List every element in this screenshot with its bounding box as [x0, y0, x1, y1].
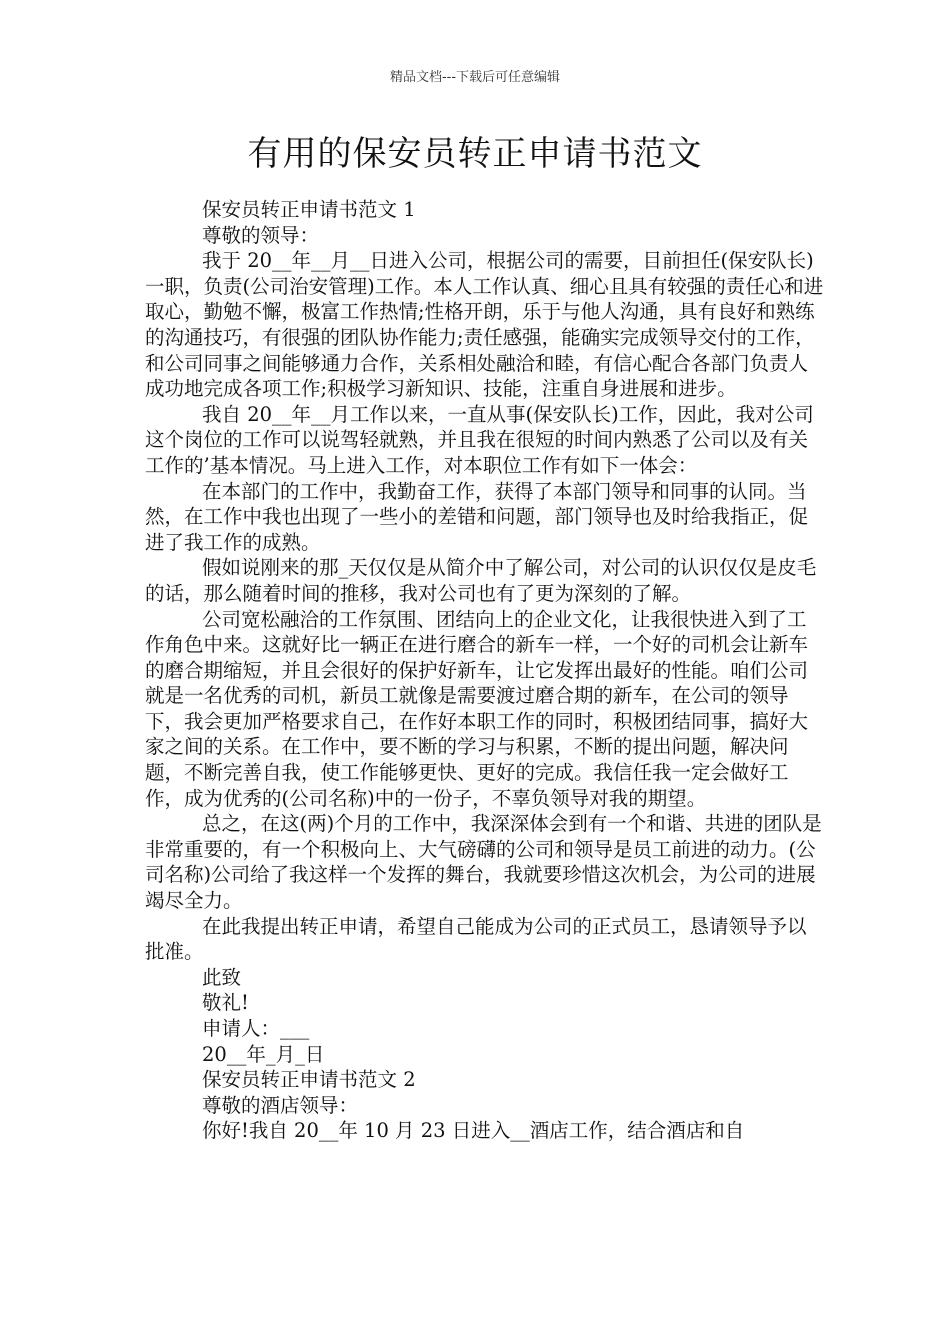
document-body [145, 197, 825, 1144]
paragraph: 敬礼! [202, 991, 249, 1015]
paragraph: 我于 20__年__月__日进入公司，根据公司的需要，目前担任(保安队长)一职，负责(公司治安管理)工作。本人工作认真、细心且具有较强的责任心和进取心，勤勉不懈，极富工作热情;性格开朗，乐于与他人沟通，具有良好和熟练的沟通技巧，有很强的团队协作能力;责任感强，能确实完成领导交付的工作，和公司同事之间能够通力合作，关系相处融洽和睦，有信心配合各部门负责人成功地完成各项工作;积极学习新知识、技能，注重自身进展和进步。 [145, 249, 824, 401]
paragraph: 尊敬的酒店领导： [202, 1093, 359, 1117]
paragraph: 你好!我自 20__年 10 月 23 日进入__酒店工作，结合酒店和自 [202, 1119, 745, 1143]
paragraph: 公司宽松融洽的工作氛围、团结向上的企业文化，让我很快进入到了工作角色中来。这就好比一辆正在进行磨合的新车一样，一个好的司机会让新车的磨合期缩短，并且会很好的保护好新车，让它发挥出最好的性能。咱们公司就是一名优秀的司机，新员工就像是需要渡过磨合期的新车，在公司的领导下，我会更加严格要求自己，在作好本职工作的同时，积极团结同事，搞好大家之间的关系。在工作中，要不断的学习与积累，不断的提出问题，解决问题，不断完善自我，使工作能够更快、更好的完成。我信任我一定会做好工作，成为优秀的(公司名称)中的一份子，不辜负领导对我的期望。 [145, 607, 809, 810]
document-title: 有用的保安员转正申请书范文 [247, 134, 703, 174]
paragraph: 假如说刚来的那_天仅仅是从简介中了解公司，对公司的认识仅仅是皮毛的话，那么随着时间的推移，我对公司也有了更为深刻的了解。 [145, 556, 817, 605]
header-note: 精品文档---下载后可任意编辑 [389, 70, 561, 85]
paragraph: 在此我提出转正申请，希望自己能成为公司的正式员工，恳请领导予以批准。 [145, 914, 807, 964]
paragraph: 申请人：___ [202, 1017, 310, 1040]
paragraph: 保安员转正申请书范文 1 [202, 198, 416, 221]
paragraph: 总之，在这(两)个月的工作中，我深深体会到有一个和谐、共进的团队是非常重要的，有一个积极向上、大气磅礴的公司和领导是员工前进的动力。(公司名称)公司给了我这样一个发挥的舞台，我就要珍惜这次机会，为公司的进展竭尽全力。 [145, 812, 822, 913]
paragraph: 尊敬的领导： [202, 223, 320, 247]
paragraph: 20__年_月_日 [202, 1042, 325, 1066]
paragraph: 此致 [202, 965, 242, 989]
paragraph: 我自 20__年__月工作以来，一直从事(保安队长)工作，因此，我对公司这个岗位的工作可以说驾轻就熟，并且我在很短的时间内熟悉了公司以及有关工作的’基本情况。马上进入工作，对本职位工作有如下一体会： [145, 402, 814, 477]
paragraph: 保安员转正申请书范文 2 [202, 1068, 416, 1092]
paragraph: 在本部门的工作中，我勤奋工作，获得了本部门领导和同事的认同。当然，在工作中我也出现了一些小的差错和问题，部门领导也及时给我指正，促进了我工作的成熟。 [145, 479, 809, 554]
